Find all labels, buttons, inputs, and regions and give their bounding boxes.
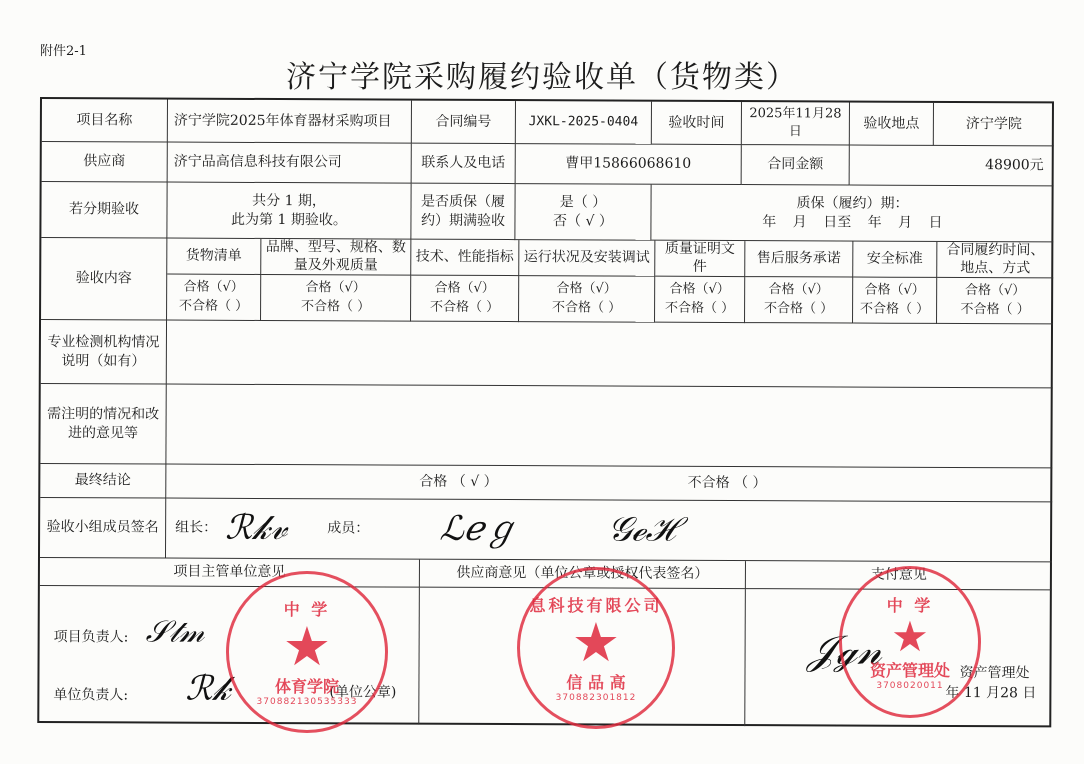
- fail-checkbox[interactable]: 不合格（ ）: [664, 300, 735, 316]
- seal-star-icon: ★: [571, 611, 621, 674]
- warranty-options: [515, 184, 651, 241]
- asset-office-seal: [839, 566, 981, 718]
- contents-check-1: [261, 275, 411, 322]
- sports-seal-top: 中 学: [283, 600, 331, 619]
- team-label: 验收小组成员签名: [40, 498, 166, 559]
- pass-checkbox[interactable]: 合格（√）: [768, 282, 829, 298]
- sports-seal-number: 370882130535333: [256, 697, 358, 707]
- pass-checkbox[interactable]: 合格（√）: [434, 281, 495, 297]
- conclusion-fail[interactable]: 不合格 （ ）: [687, 474, 767, 492]
- contents-check-2: [411, 276, 519, 322]
- installment-value: [167, 183, 411, 240]
- contents-header-5: 售后服务承诺: [745, 241, 853, 277]
- notes-label: 需注明的情况和改进的意见等: [40, 384, 166, 465]
- sports-college-seal: [226, 571, 388, 733]
- installment-line-2: 此为第 1 期验收。: [231, 211, 347, 228]
- fail-checkbox[interactable]: 不合格（ ）: [551, 299, 622, 316]
- supplier-seal-top: 息科技有限公司: [529, 596, 663, 615]
- pass-checkbox[interactable]: 合格（√）: [864, 282, 925, 299]
- supplier-seal: [517, 567, 675, 729]
- inspection-label: 专业检测机构情况说明（如有）: [41, 320, 167, 385]
- contents-header-1: 品牌、型号、规格、数量及外观质量: [261, 239, 411, 276]
- accept-place-value: 济宁学院: [934, 103, 1054, 147]
- supplier-seal-bottom: 信 品 高: [566, 673, 626, 692]
- unit-head-signature: ℛ𝓀: [185, 668, 231, 709]
- warranty-question-line-2: 约）期满验收: [420, 212, 506, 229]
- accept-time-label: 验收时间: [652, 102, 742, 145]
- fail-checkbox[interactable]: 不合格（ ）: [763, 300, 834, 316]
- pass-checkbox[interactable]: 合格（√）: [669, 282, 730, 298]
- unit-head-label: 单位负责人:: [53, 687, 129, 704]
- conclusion-pass[interactable]: 合格 （ √ ）: [419, 473, 498, 491]
- warranty-yes-option[interactable]: 是（ ）: [559, 193, 607, 211]
- conclusion-value: [166, 465, 1052, 503]
- notes-value[interactable]: [166, 385, 1052, 469]
- unit-seal-label: (单位公章): [329, 684, 397, 701]
- project-name-label: 项目名称: [42, 99, 168, 143]
- pass-checkbox[interactable]: 合格（√）: [964, 283, 1026, 299]
- warranty-question: [411, 184, 515, 240]
- contents-header-4: 质量证明文件: [655, 241, 745, 277]
- fail-checkbox[interactable]: 不合格（ ）: [859, 301, 930, 317]
- asset-office-label: 资产管理处: [959, 665, 1030, 682]
- pass-checkbox[interactable]: 合格（√）: [556, 281, 617, 297]
- supplier-seal-number: 370882301812: [555, 693, 637, 703]
- asset-seal-top: 中 学: [886, 596, 934, 615]
- contents-check-0: [167, 275, 261, 321]
- contract-no-value: JXKL-2025-0404: [516, 101, 652, 145]
- fail-checkbox[interactable]: 不合格（ ）: [178, 298, 249, 314]
- dept-opinion-header: 项目主管单位意见: [40, 558, 420, 588]
- warranty-period-title: 质保（履约）期：: [796, 194, 909, 212]
- project-head-signature: 𝒮𝓉𝓂: [145, 614, 205, 650]
- contents-check-4: [655, 277, 745, 323]
- accept-time-value: 2025年11月28日: [742, 102, 850, 145]
- form-title: 济宁学院采购履约验收单（货物类）: [286, 60, 798, 95]
- contents-header-7: 合同履约时间、地点、方式: [937, 242, 1053, 279]
- team-signatures: [166, 499, 1052, 563]
- contents-check-5: [745, 277, 853, 323]
- project-name-value: 济宁学院2025年体育器材采购项目: [168, 100, 412, 144]
- pass-checkbox[interactable]: 合格（√）: [305, 280, 366, 296]
- fail-checkbox[interactable]: 不合格（ ）: [300, 298, 371, 314]
- contract-no-label: 合同编号: [412, 101, 516, 144]
- contents-check-7: [937, 278, 1053, 325]
- team-leader-label: 组长：: [175, 519, 218, 536]
- contents-header-6: 安全标准: [853, 242, 937, 278]
- warranty-period: [651, 185, 1053, 243]
- contract-amount-value: 48900元: [850, 146, 1054, 187]
- conclusion-label: 最终结论: [40, 464, 166, 499]
- inspection-value[interactable]: [167, 321, 1053, 389]
- warranty-period-range: 年 月 日至 年 月 日: [762, 213, 943, 231]
- team-member-signature-1: ℒℯℊ: [439, 508, 518, 549]
- seal-star-icon: ★: [891, 612, 929, 661]
- contents-header-2: 技术、性能指标: [411, 240, 519, 276]
- asset-seal-bottom: 资产管理处: [869, 661, 950, 680]
- payment-signature: 𝒥ℊ𝓃: [807, 627, 882, 674]
- asset-seal-number: 3708020011: [876, 681, 944, 691]
- project-head-label: 项目负责人:: [53, 629, 129, 646]
- team-leader-signature: ℛ𝓀𝓋: [225, 507, 288, 548]
- accept-place-label: 验收地点: [850, 103, 934, 146]
- contact-label: 联系人及电话: [412, 144, 516, 184]
- payment-date: 年 11 月28 日: [945, 684, 1037, 702]
- contents-check-3: [519, 276, 655, 323]
- supplier-label: 供应商: [42, 142, 168, 183]
- contents-label: 验收内容: [41, 238, 167, 321]
- sports-seal-bottom: 体育学院: [274, 677, 339, 696]
- contract-amount-label: 合同金额: [742, 145, 850, 185]
- contact-value: 曹甲15866068610: [516, 144, 742, 185]
- fail-checkbox[interactable]: 不合格（ ）: [429, 299, 500, 315]
- fail-checkbox[interactable]: 不合格（ ）: [960, 301, 1030, 317]
- seal-star-icon: ★: [282, 615, 332, 678]
- warranty-question-line-1: 是否质保（履: [421, 193, 506, 210]
- supplier-value: 济宁品高信息科技有限公司: [168, 143, 412, 184]
- installment-label: 若分期验收: [41, 182, 167, 239]
- contents-check-6: [853, 278, 937, 324]
- installment-line-1: 共分 1 期，: [252, 192, 326, 209]
- pass-checkbox[interactable]: 合格（√）: [183, 279, 244, 296]
- supplier-opinion-header: 供应商意见（单位公章或授权代表签名）: [420, 560, 746, 589]
- team-member-label: 成员：: [327, 520, 370, 537]
- team-member-signature-2: 𝒢ℯℋ: [607, 509, 677, 550]
- payment-opinion-header: 支付意见: [746, 561, 1052, 590]
- warranty-no-option[interactable]: 否（ √ ）: [553, 212, 613, 230]
- contents-header-0: 货物清单: [167, 239, 261, 275]
- contents-header-3: 运行状况及安装调试: [519, 240, 655, 277]
- attachment-label: 附件2-1: [40, 44, 87, 59]
